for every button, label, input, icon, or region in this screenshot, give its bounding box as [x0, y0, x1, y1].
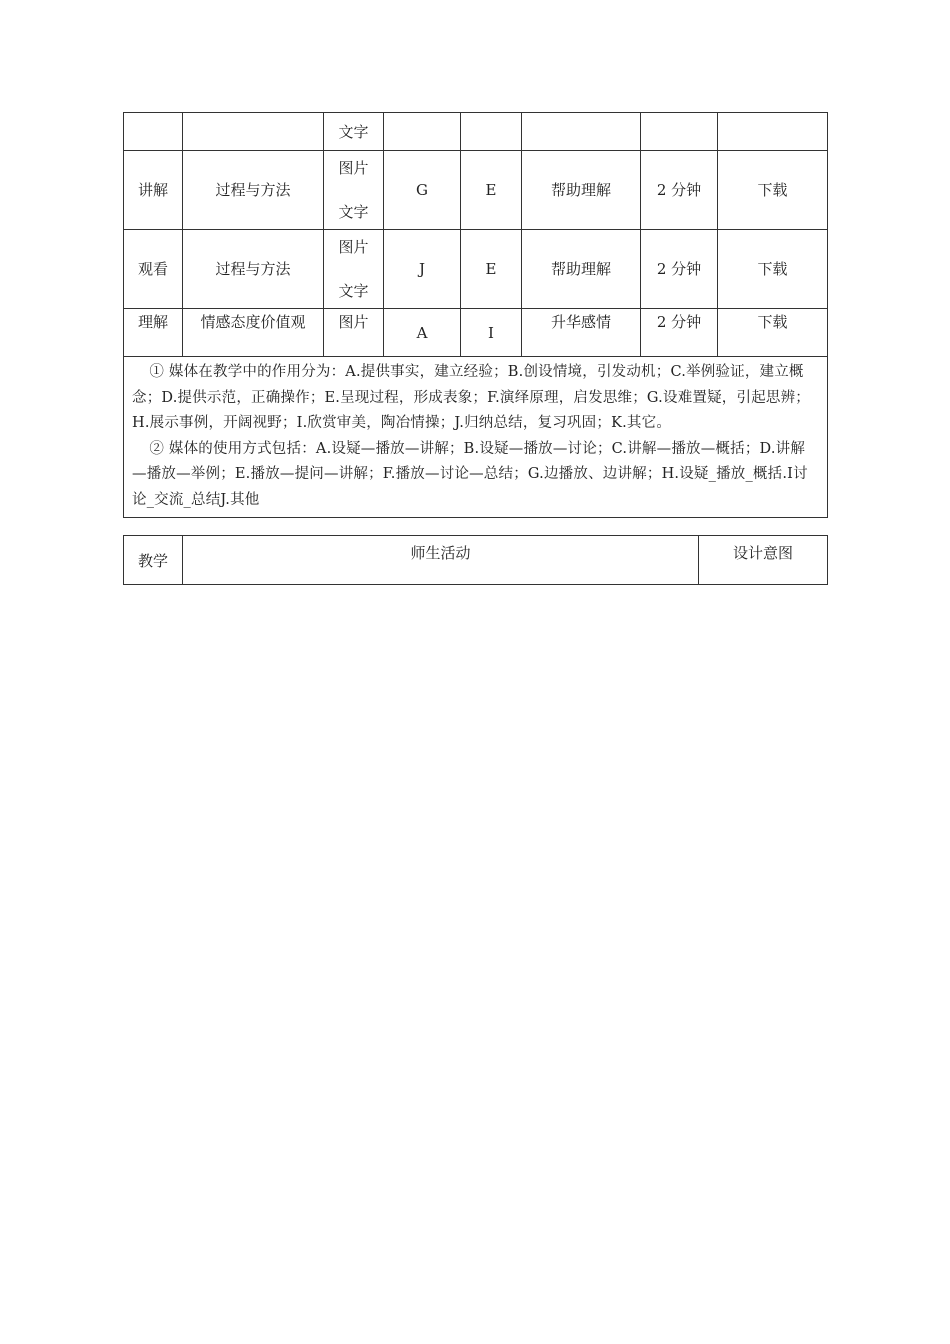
- cell-media-type: [324, 230, 384, 309]
- cell-content: G: [384, 151, 461, 230]
- cell-goal: 过程与方法: [183, 151, 324, 230]
- cell-method: 理解: [124, 309, 183, 357]
- cell-method: [124, 113, 183, 151]
- table-row: [124, 230, 828, 309]
- media-usage-table: [123, 112, 828, 518]
- cell-goal: 过程与方法: [183, 230, 324, 309]
- cell-source: 下载: [718, 151, 828, 230]
- cell-effect: [522, 113, 641, 151]
- media-line: 文字: [338, 282, 369, 300]
- header-design-intent: 设计意图: [699, 536, 828, 585]
- cell-media-type: [324, 309, 384, 357]
- cell-role: I: [461, 309, 522, 357]
- header-teaching: 教学: [124, 536, 183, 585]
- teaching-process-table: [123, 535, 828, 585]
- cell-content: J: [384, 230, 461, 309]
- cell-media-type: [324, 151, 384, 230]
- cell-effect: 帮助理解: [522, 151, 641, 230]
- table-row: [124, 309, 828, 357]
- cell-media-type: [324, 113, 384, 151]
- media-line: 文字: [338, 122, 369, 141]
- cell-role: E: [461, 230, 522, 309]
- header-activities: 师生活动: [183, 536, 699, 585]
- cell-time: [641, 113, 718, 151]
- cell-time: 2 分钟: [641, 151, 718, 230]
- media-line: 文字: [338, 203, 369, 221]
- cell-effect: 升华感情: [522, 309, 641, 357]
- media-usage-note: ② 媒体的使用方式包括：A.设疑—播放—讲解；B.设疑—播放—讨论；C.讲解—播放—概括；D.讲解—播放—举例；E.播放—提问—讲解；F.播放—讨论—总结；G.边播放、边讲解；H.设疑_播放_概括.I讨论_交流_总结J.其他: [132, 440, 808, 508]
- cell-time: 2 分钟: [641, 309, 718, 357]
- notes-row: [124, 357, 828, 518]
- media-line: 图片: [338, 238, 369, 256]
- cell-source: 下载: [718, 309, 828, 357]
- media-line: 图片: [338, 313, 369, 331]
- table-row: [124, 113, 828, 151]
- cell-role: [461, 113, 522, 151]
- table-row: [124, 151, 828, 230]
- table-header-row: [124, 536, 828, 585]
- cell-role: E: [461, 151, 522, 230]
- cell-method: 观看: [124, 230, 183, 309]
- cell-goal: 情感态度价值观: [183, 309, 324, 357]
- cell-effect: 帮助理解: [522, 230, 641, 309]
- cell-content: [384, 113, 461, 151]
- cell-method: 讲解: [124, 151, 183, 230]
- media-roles-note: ① 媒体在教学中的作用分为：A.提供事实，建立经验；B.创设情境，引发动机；C.举例验证，建立概念；D.提供示范，正确操作；E.呈现过程，形成表象；F.演绎原理，启发思维；G.设难置疑，引起思辨；H.展示事例，开阔视野；I.欣赏审美，陶冶情操；J.归纳总结，复习巩固；K.其它。: [132, 364, 810, 431]
- cell-goal: [183, 113, 324, 151]
- media-line: 图片: [338, 159, 369, 177]
- cell-source: 下载: [718, 230, 828, 309]
- cell-source: [718, 113, 828, 151]
- cell-content: A: [384, 309, 461, 357]
- notes-cell: [124, 357, 828, 518]
- cell-time: 2 分钟: [641, 230, 718, 309]
